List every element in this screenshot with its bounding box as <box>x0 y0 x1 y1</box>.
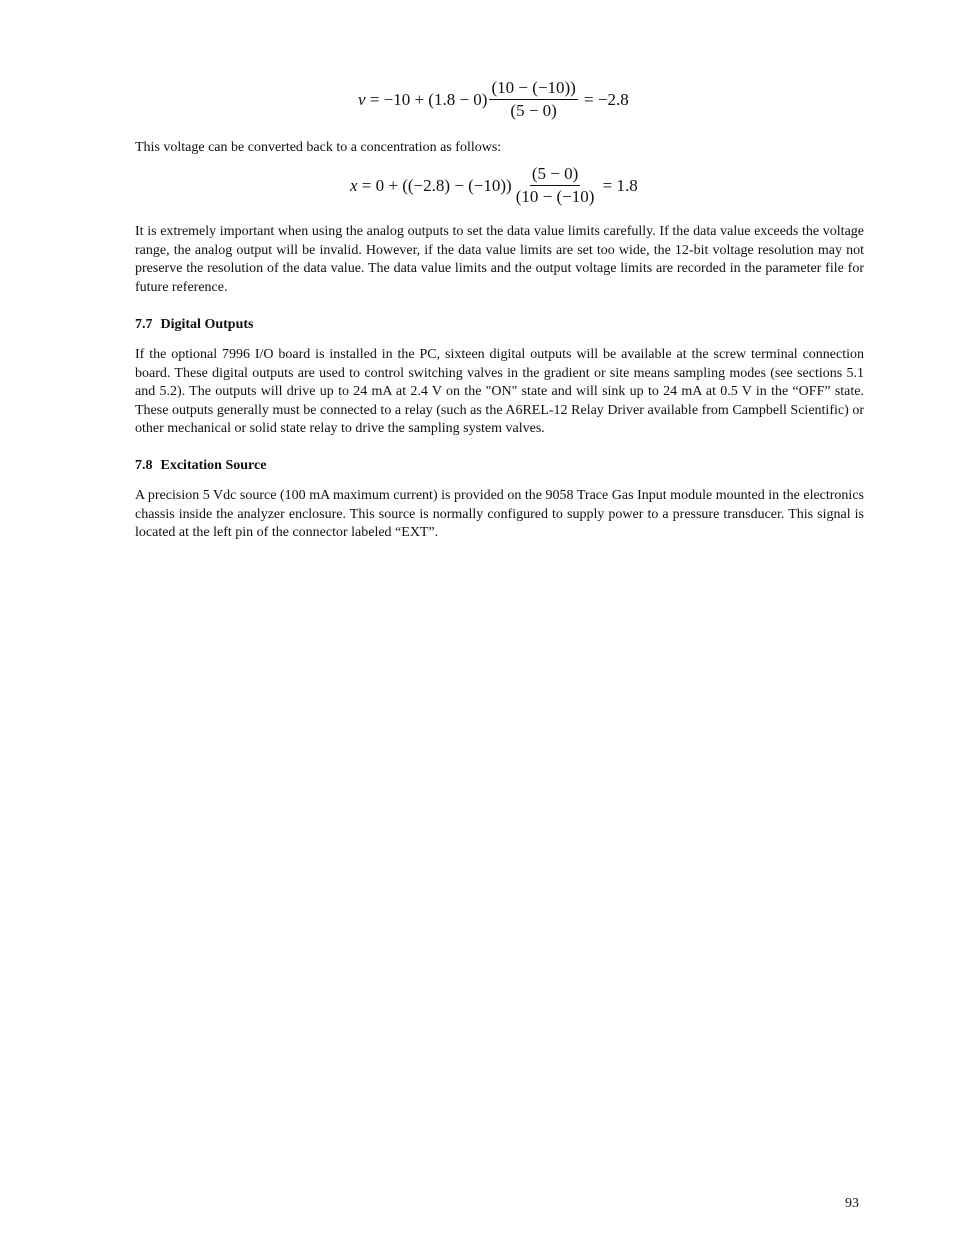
equation-x-lhs: = 0 + ((−2.8) − (−10)) <box>357 175 512 195</box>
equation-x-rhs: = 1.8 <box>598 175 638 195</box>
digital-outputs-paragraph: If the optional 7996 I/O board is installed in the PC, sixteen digital outputs will be available at the screw terminal connection board. These digital outputs are used to control switching valves in the gradient or site means sampling modes (see sections 5.1 and 5.2). The outputs will drive up to 24 mA at 2.4 V on the "ON" state and will sink up to 24 mA at 0.5 V in the “OFF” state. These outputs generally must be connected to a relay (such as the A6REL-12 Relay Driver available from Campbell Scientific) or other mechanical or solid state relay to drive the sampling system valves. <box>135 347 864 436</box>
section-number: 7.7 <box>135 317 153 332</box>
page-number: 93 <box>845 1196 859 1211</box>
equation-x-denominator: (10 − (−10) <box>515 187 595 206</box>
section-title: Digital Outputs <box>160 317 254 332</box>
equation-v-rhs: = −2.8 <box>579 89 629 109</box>
section-title: Excitation Source <box>160 458 267 473</box>
equation-v <box>358 78 629 121</box>
equation-x-fraction <box>514 164 597 207</box>
section-heading-excitation-source <box>135 457 266 475</box>
conversion-intro-paragraph: This voltage can be converted back to a concentration as follows: <box>135 140 502 155</box>
equation-x <box>350 164 638 207</box>
section-heading-digital-outputs <box>135 316 253 334</box>
section-number: 7.8 <box>135 458 153 473</box>
equation-v-variable: v <box>358 89 366 109</box>
equation-x-variable: x <box>350 175 358 195</box>
equation-x-numerator: (5 − 0) <box>530 164 580 186</box>
excitation-source-paragraph: A precision 5 Vdc source (100 mA maximum current) is provided on the 9058 Trace Gas Input module mounted in the electronics chassis inside the analyzer enclosure. This source is normally configured to supply power to a pressure transducer. This signal is located at the left pin of the connector labeled “EXT”. <box>135 488 864 540</box>
analog-limits-paragraph: It is extremely important when using the analog outputs to set the data value limits carefully. If the data value exceeds the voltage range, the analog output will be invalid. However, if the data value limits are set too wide, the 12-bit voltage resolution may not preserve the resolution of the data value. The data value limits and the output voltage limits are recorded in the parameter file for future reference. <box>135 224 864 295</box>
equation-v-numerator: (10 − (−10)) <box>489 78 577 100</box>
equation-v-denominator: (5 − 0) <box>510 101 557 120</box>
equation-v-lhs: = −10 + (1.8 − 0) <box>365 89 488 109</box>
equation-v-fraction <box>489 78 577 121</box>
